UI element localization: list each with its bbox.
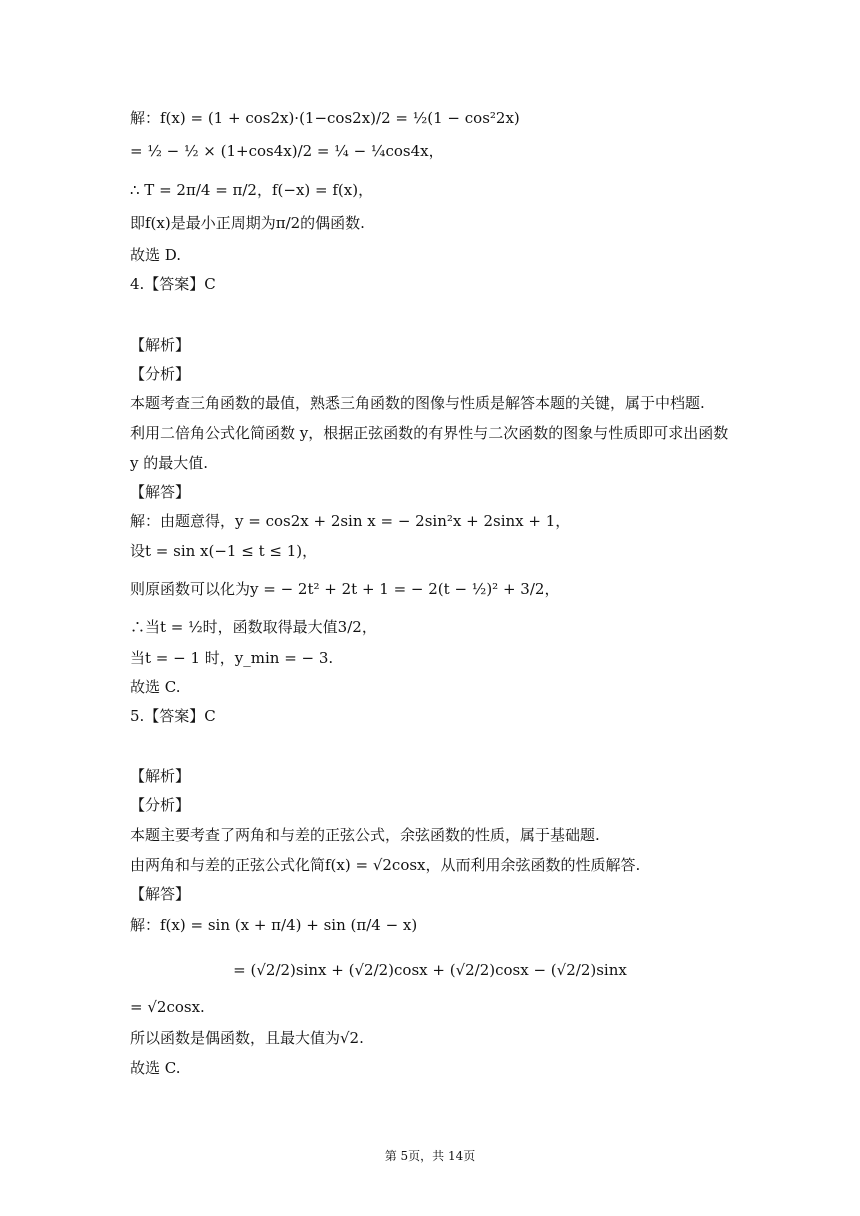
q5-fenxi-heading: 【分析】 [130, 796, 191, 814]
q4-jieda-line-4: ∴当t = ½时，函数取得最大值3/2， [130, 618, 377, 636]
q5-fenxi-text-1: 本题主要考查了两角和与差的正弦公式，余弦函数的性质，属于基础题. [130, 826, 600, 844]
q4-jieda-line-3: 则原函数可以化为y = − 2t² + 2t + 1 = − 2(t − ½)² + 3/2， [130, 580, 560, 598]
q4-jieda-line-5: 当t = − 1 时，y_min = − 3. [130, 649, 334, 667]
q4-analysis-heading: 【解析】 [130, 336, 191, 354]
q5-choice: 故选 C. [130, 1059, 181, 1077]
q4-fenxi-heading: 【分析】 [130, 365, 191, 383]
q5-jieda-line-3: = √2cosx. [130, 998, 205, 1016]
q4-fenxi-text-2: 利用二倍角公式化简函数 y，根据正弦函数的有界性与二次函数的图象与性质即可求出函数 [130, 424, 729, 442]
q4-choice: 故选 C. [130, 678, 181, 696]
q5-jieda-line-4: 所以函数是偶函数，且最大值为√2. [130, 1029, 364, 1047]
q5-analysis-heading: 【解析】 [130, 767, 191, 785]
solution-3-choice: 故选 D. [130, 246, 182, 264]
q5-fenxi-text-2: 由两角和与差的正弦公式化简f(x) = √2cosx，从而利用余弦函数的性质解答. [130, 856, 641, 874]
q5-jieda-line-1: 解：f(x) = sin (x + π/4) + sin (π/4 − x) [130, 916, 418, 934]
page-footer: 第 5页，共 14页 [384, 1149, 476, 1163]
q4-jieda-line-1: 解：由题意得，y = cos2x + 2sin x = − 2sin²x + 2sinx + 1， [130, 512, 571, 530]
q5-jieda-line-2: = (√2/2)sinx + (√2/2)cosx + (√2/2)cosx − (√2/2)sinx [233, 961, 627, 979]
q4-fenxi-text-3: y 的最大值. [130, 454, 209, 472]
solution-3-line-2: = ½ − ½ × (1+cos4x)/2 = ¼ − ¼cos4x， [130, 142, 444, 160]
q5-jieda-heading: 【解答】 [130, 885, 191, 903]
q5-answer: 5.【答案】C [130, 707, 216, 725]
q4-answer: 4.【答案】C [130, 275, 216, 293]
solution-3-line-3: ∴ T = 2π/4 = π/2，f(−x) = f(x)， [130, 181, 374, 199]
solution-3-line-1: 解：f(x) = (1 + cos2x)·(1−cos2x)/2 = ½(1 − cos²2x) [130, 109, 520, 127]
solution-3-line-4: 即f(x)是最小正周期为π/2的偶函数. [130, 214, 365, 232]
q4-jieda-heading: 【解答】 [130, 483, 191, 501]
q4-jieda-line-2: 设t = sin x(−1 ≤ t ≤ 1)， [130, 542, 318, 560]
q4-fenxi-text-1: 本题考查三角函数的最值，熟悉三角函数的图像与性质是解答本题的关键，属于中档题. [130, 394, 705, 412]
